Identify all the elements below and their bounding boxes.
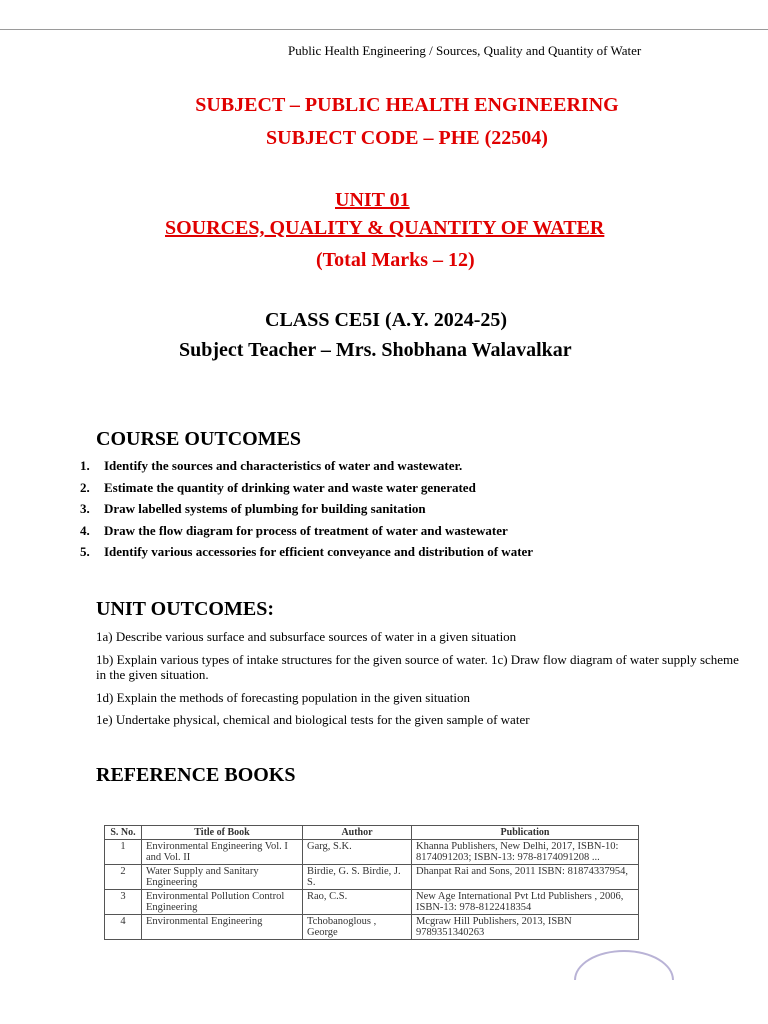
table-row	[105, 915, 639, 940]
table-cell: Water Supply and Sanitary Engineering	[142, 865, 303, 890]
item-number: 3.	[80, 501, 90, 516]
list-item	[80, 544, 533, 566]
item-text: Draw labelled systems of plumbing for building sanitation	[104, 501, 426, 516]
table-cell: Rao, C.S.	[303, 890, 412, 915]
class-line: CLASS CE5I (A.Y. 2024-25)	[265, 309, 508, 331]
item-number: 5.	[80, 544, 90, 559]
column-header: S. No.	[105, 826, 142, 840]
unit-outcome-1d: 1d) Explain the methods of forecasting population in the given situation	[96, 690, 471, 705]
table-cell: Environmental Engineering Vol. I and Vol. II	[142, 840, 303, 865]
item-text: Estimate the quantity of drinking water and waste water generated	[104, 479, 476, 495]
unit-outcome-1e: 1e) Undertake physical, chemical and biological tests for the given sample of water	[96, 712, 530, 727]
table-cell: 4	[105, 915, 142, 940]
item-text: Identify various accessories for efficient conveyance and distribution of water	[104, 544, 534, 559]
list-item	[80, 480, 533, 502]
table-cell: 1	[105, 840, 142, 865]
table-cell: Birdie, G. S. Birdie, J. S.	[303, 865, 412, 890]
column-header: Publication	[412, 826, 639, 840]
unit-title: SOURCES, QUALITY & QUANTITY OF WATER	[165, 217, 605, 239]
table-row	[105, 865, 639, 890]
unit-outcome-1b-1c: 1b) Explain various types of intake structures for the given source of water. 1c) Draw flow diagram of water supply scheme in the given situation.	[96, 652, 739, 682]
column-header: Title of Book	[142, 826, 303, 840]
course-outcomes-heading: COURSE OUTCOMES	[96, 428, 302, 450]
table-cell: 2	[105, 865, 142, 890]
unit-outcomes-heading: UNIT OUTCOMES:	[96, 598, 274, 620]
unit-number: UNIT 01	[335, 189, 410, 211]
header-rule	[0, 29, 768, 30]
table-row	[105, 890, 639, 915]
reference-books-heading: REFERENCE BOOKS	[96, 764, 296, 786]
item-text: Identify the sources and characteristics of water and wastewater.	[104, 458, 463, 473]
institution-stamp-fragment	[574, 950, 674, 980]
list-item	[80, 458, 533, 480]
course-outcomes-list	[80, 458, 533, 566]
unit-outcome-1a: 1a) Describe various surface and subsurface sources of water in a given situation	[96, 629, 517, 644]
list-item	[80, 523, 533, 545]
teacher-line: Subject Teacher – Mrs. Shobhana Walavalkar	[179, 339, 572, 361]
subject-title: SUBJECT – PUBLIC HEALTH ENGINEERING	[195, 94, 619, 116]
table-cell: Garg, S.K.	[303, 840, 412, 865]
reference-books-table	[104, 825, 639, 940]
column-header: Author	[303, 826, 412, 840]
table-cell: Tchobanoglous , George	[303, 915, 412, 940]
item-number: 4.	[80, 522, 90, 538]
table-cell: 3	[105, 890, 142, 915]
subject-code: SUBJECT CODE – PHE (22504)	[266, 127, 548, 149]
table-cell: Khanna Publishers, New Delhi, 2017, ISBN-10: 8174091203; ISBN-13: 978-8174091208 ...	[412, 840, 639, 865]
item-number: 1.	[80, 458, 90, 473]
table-header-row	[105, 826, 639, 840]
list-item	[80, 501, 533, 523]
table-row	[105, 840, 639, 865]
table-cell: Environmental Engineering	[142, 915, 303, 940]
item-text: Draw the flow diagram for process of treatment of water and wastewater	[104, 522, 508, 538]
total-marks: (Total Marks – 12)	[316, 249, 475, 271]
item-number: 2.	[80, 479, 90, 495]
table-cell: Dhanpat Rai and Sons, 2011 ISBN: 81874337954,	[412, 865, 639, 890]
table-cell: Environmental Pollution Control Engineering	[142, 890, 303, 915]
page-header: Public Health Engineering / Sources, Quality and Quantity of Water	[288, 43, 642, 58]
table-cell: Mcgraw Hill Publishers, 2013, ISBN 9789351340263	[412, 915, 639, 940]
table-cell: New Age International Pvt Ltd Publishers , 2006, ISBN-13: 978-8122418354	[412, 890, 639, 915]
